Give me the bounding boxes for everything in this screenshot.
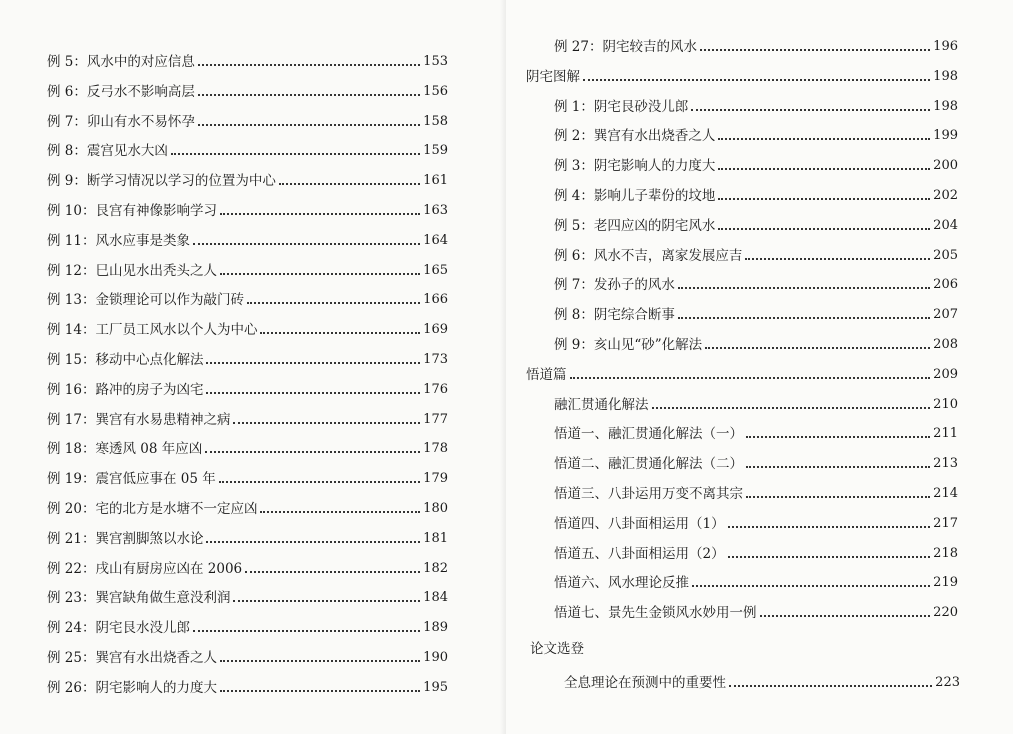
dot-leader <box>245 571 420 573</box>
toc-entry-title: 悟道七、景先生金锁风水妙用一例 <box>554 605 757 622</box>
toc-entry-title: 例 19：震宫低应事在 05 年 <box>47 471 216 488</box>
dot-leader <box>746 466 930 468</box>
section-heading: 论文选登 <box>530 641 584 657</box>
toc-entry <box>47 439 448 459</box>
dot-leader <box>746 436 930 438</box>
dot-leader <box>583 79 930 81</box>
dot-leader <box>220 660 420 662</box>
dot-leader <box>652 407 931 409</box>
toc-entry-page-number: 180 <box>423 501 448 516</box>
toc-entry-title: 例 13：金锁理论可以作为敲门砖 <box>47 292 244 309</box>
toc-entry-title: 例 23：巽宫缺角做生意没利润 <box>47 590 231 607</box>
dot-leader <box>206 541 420 543</box>
toc-entry-title: 例 24：阴宅艮水没儿郎 <box>47 620 190 637</box>
toc-entry <box>554 514 958 534</box>
toc-entry <box>47 350 448 370</box>
toc-entry-page-number: 219 <box>933 575 958 591</box>
toc-entry-title: 例 7：发孙子的风水 <box>554 277 675 294</box>
toc-entry-page-number: 176 <box>423 381 448 397</box>
toc-entry-page-number: 217 <box>933 515 958 531</box>
dot-leader <box>198 64 420 66</box>
dot-leader <box>678 287 930 289</box>
dot-leader <box>198 124 420 126</box>
dot-leader <box>678 317 930 319</box>
toc-entry <box>564 673 960 693</box>
dot-leader <box>220 273 420 275</box>
toc-entry-page-number: 161 <box>423 173 448 189</box>
toc-entry-title: 例 4：影响儿子辈份的坟地 <box>554 188 716 204</box>
toc-entry <box>554 454 958 474</box>
dot-leader <box>205 451 420 453</box>
toc-entry-page-number: 210 <box>933 396 958 412</box>
toc-entry <box>554 305 958 325</box>
toc-entry-title: 例 1：阴宅艮砂没儿郎 <box>554 98 689 115</box>
toc-entry <box>554 37 958 57</box>
dot-leader <box>691 109 930 111</box>
toc-entry-page-number: 220 <box>933 605 958 621</box>
dot-leader <box>206 392 420 394</box>
toc-entry <box>47 201 448 221</box>
toc-entry-title: 例 22：戌山有厨房应凶在 2006 <box>47 560 243 577</box>
toc-entry-title: 悟道篇 <box>526 366 567 383</box>
toc-entry-page-number: 198 <box>933 98 958 114</box>
toc-entry-page-number: 184 <box>423 590 448 606</box>
toc-entry-title: 例 14：工厂员工风水以个人为中心 <box>47 322 258 339</box>
toc-entry <box>526 365 958 385</box>
toc-entry-page-number: 198 <box>933 68 958 84</box>
dot-leader <box>220 690 420 692</box>
toc-entry <box>47 559 448 579</box>
toc-entry <box>554 603 958 623</box>
dot-leader <box>745 258 930 260</box>
toc-entry-title: 例 21：巽宫割脚煞以水论 <box>47 530 204 547</box>
toc-entry-page-number: 209 <box>933 366 958 382</box>
toc-entry-title: 悟道二、融汇贯通化解法（二） <box>554 456 743 473</box>
toc-entry-page-number: 214 <box>933 486 958 501</box>
toc-entry-page-number: 199 <box>933 128 958 144</box>
toc-entry-page-number: 223 <box>935 674 960 690</box>
toc-entry-page-number: 196 <box>933 39 958 54</box>
toc-entry <box>47 82 448 102</box>
dot-leader <box>233 422 420 424</box>
dot-leader <box>718 228 930 230</box>
toc-entry-page-number: 158 <box>423 113 448 129</box>
toc-entry-title: 例 9：亥山见“砂”化解法 <box>554 337 703 353</box>
dot-leader <box>729 685 932 687</box>
toc-entry <box>47 261 448 281</box>
dot-leader <box>760 615 931 617</box>
toc-entry-title: 悟道三、八卦运用万变不离其宗 <box>554 486 743 502</box>
toc-entry-title: 全息理论在预测中的重要性 <box>564 674 726 691</box>
toc-entry <box>554 544 958 564</box>
toc-entry-title: 例 25：巽宫有水出烧香之人 <box>47 650 217 666</box>
toc-entry <box>554 156 958 176</box>
toc-entry-page-number: 163 <box>423 203 448 218</box>
toc-entry-title: 例 26：阴宅影响人的力度大 <box>47 679 217 696</box>
toc-entry <box>47 588 448 608</box>
dot-leader <box>193 630 420 632</box>
toc-entry <box>47 320 448 340</box>
dot-leader <box>206 362 420 364</box>
toc-entry-page-number: 218 <box>933 545 958 561</box>
dot-leader <box>260 332 420 334</box>
toc-entry-title: 悟道六、风水理论反推 <box>554 575 689 592</box>
toc-entry-title: 例 17：巽宫有水易患精神之病 <box>47 411 231 428</box>
toc-entry-page-number: 169 <box>423 322 448 338</box>
toc-entry-page-number: 178 <box>423 441 448 457</box>
toc-entry-page-number: 153 <box>423 54 448 69</box>
toc-entry-title: 悟道四、八卦面相运用（1） <box>554 515 725 532</box>
dot-leader <box>260 511 420 513</box>
toc-entry-page-number: 207 <box>933 307 958 323</box>
toc-entry-page-number: 173 <box>423 352 448 367</box>
toc-entry <box>47 380 448 400</box>
toc-entry-title: 例 5：老四应凶的阴宅风水 <box>554 217 716 234</box>
toc-entry-title: 例 27：阴宅较吉的风水 <box>554 39 697 55</box>
toc-entry-title: 例 10：艮宫有神像影响学习 <box>47 203 217 219</box>
dot-leader <box>219 481 420 483</box>
dot-leader <box>718 198 930 200</box>
toc-entry-title: 阴宅图解 <box>526 68 580 85</box>
dot-leader <box>728 556 931 558</box>
toc-entry-title: 例 12：巳山见水出秃头之人 <box>47 262 217 279</box>
dot-leader <box>746 496 930 498</box>
dot-leader <box>570 377 931 379</box>
toc-entry <box>554 246 958 266</box>
toc-entry-page-number: 159 <box>423 143 448 159</box>
right-page <box>506 0 1013 734</box>
toc-entry-page-number: 205 <box>933 247 958 263</box>
toc-entry-page-number: 177 <box>423 411 448 427</box>
toc-entry <box>554 335 958 355</box>
toc-entry-title: 例 8：阴宅综合断事 <box>554 307 675 324</box>
dot-leader <box>233 600 420 602</box>
toc-entry <box>47 52 448 72</box>
dot-leader <box>728 526 931 528</box>
toc-entry-title: 例 15：移动中心点化解法 <box>47 352 204 368</box>
toc-entry-page-number: 195 <box>423 679 448 695</box>
toc-entry-page-number: 156 <box>423 83 448 99</box>
toc-entry <box>554 126 958 146</box>
dot-leader <box>692 585 930 587</box>
toc-entry <box>47 410 448 430</box>
toc-entry-page-number: 166 <box>423 292 448 308</box>
toc-entry-title: 例 5：风水中的对应信息 <box>47 54 195 70</box>
dot-leader <box>171 153 420 155</box>
dot-leader <box>718 138 930 140</box>
toc-entry <box>47 678 448 698</box>
toc-entry <box>554 186 958 206</box>
toc-entry-page-number: 181 <box>423 530 448 546</box>
toc-entry <box>47 529 448 549</box>
toc-entry-page-number: 165 <box>423 262 448 278</box>
toc-entry-page-number: 189 <box>423 620 448 636</box>
toc-entry-page-number: 206 <box>933 277 958 293</box>
toc-entry <box>554 97 958 117</box>
toc-entry-page-number: 200 <box>933 158 958 174</box>
dot-leader <box>718 168 930 170</box>
toc-entry-page-number: 202 <box>933 188 958 203</box>
toc-entry-title: 例 6：风水不吉，离家发展应吉 <box>554 247 743 264</box>
toc-entry-title: 例 9：断学习情况以学习的位置为中心 <box>47 173 276 190</box>
toc-entry-title: 例 20：宅的北方是水塘不一定应凶 <box>47 501 258 517</box>
toc-entry <box>47 618 448 638</box>
toc-entry-title: 例 6：反弓水不影响高层 <box>47 83 195 100</box>
toc-entry <box>47 469 448 489</box>
toc-entry-page-number: 182 <box>423 560 448 576</box>
toc-entry-title: 悟道一、融汇贯通化解法（一） <box>554 426 743 443</box>
dot-leader <box>705 347 930 349</box>
toc-entry <box>47 231 448 251</box>
toc-entry-title: 例 16：路冲的房子为凶宅 <box>47 381 204 398</box>
toc-entry <box>47 499 448 519</box>
toc-entry <box>554 395 958 415</box>
toc-entry-page-number: 213 <box>933 456 958 472</box>
toc-entry <box>47 112 448 132</box>
toc-entry <box>47 171 448 191</box>
toc-entry-title: 例 3：阴宅影响人的力度大 <box>554 158 716 175</box>
dot-leader <box>198 94 420 96</box>
toc-entry <box>554 573 958 593</box>
toc-entry-page-number: 179 <box>423 471 448 487</box>
toc-entry-title: 悟道五、八卦面相运用（2） <box>554 545 725 562</box>
dot-leader <box>279 183 420 185</box>
toc-entry-title: 例 8：震宫见水大凶 <box>47 143 168 160</box>
dot-leader <box>700 49 930 51</box>
toc-entry-page-number: 208 <box>933 337 958 352</box>
toc-entry-page-number: 211 <box>933 426 958 442</box>
toc-entry-title: 融汇贯通化解法 <box>554 396 649 413</box>
toc-entry-title: 例 11：风水应事是类象 <box>47 232 190 249</box>
toc-entry <box>47 290 448 310</box>
dot-leader <box>193 243 420 245</box>
toc-entry <box>47 141 448 161</box>
toc-entry-page-number: 164 <box>423 232 448 248</box>
dot-leader <box>220 213 420 215</box>
toc-entry-page-number: 190 <box>423 650 448 665</box>
dot-leader <box>247 302 420 304</box>
toc-entry-title: 例 2：巽宫有水出烧香之人 <box>554 128 716 145</box>
toc-entry <box>526 67 958 87</box>
toc-entry <box>47 648 448 668</box>
toc-entry <box>554 216 958 236</box>
toc-entry <box>554 424 958 444</box>
toc-entry-title: 例 7：卯山有水不易怀孕 <box>47 113 195 130</box>
left-page <box>0 0 506 734</box>
toc-entry-title: 例 18：寒透风 08 年应凶 <box>47 441 203 458</box>
toc-entry <box>554 484 958 504</box>
toc-entry <box>554 275 958 295</box>
toc-entry-page-number: 204 <box>933 217 958 233</box>
